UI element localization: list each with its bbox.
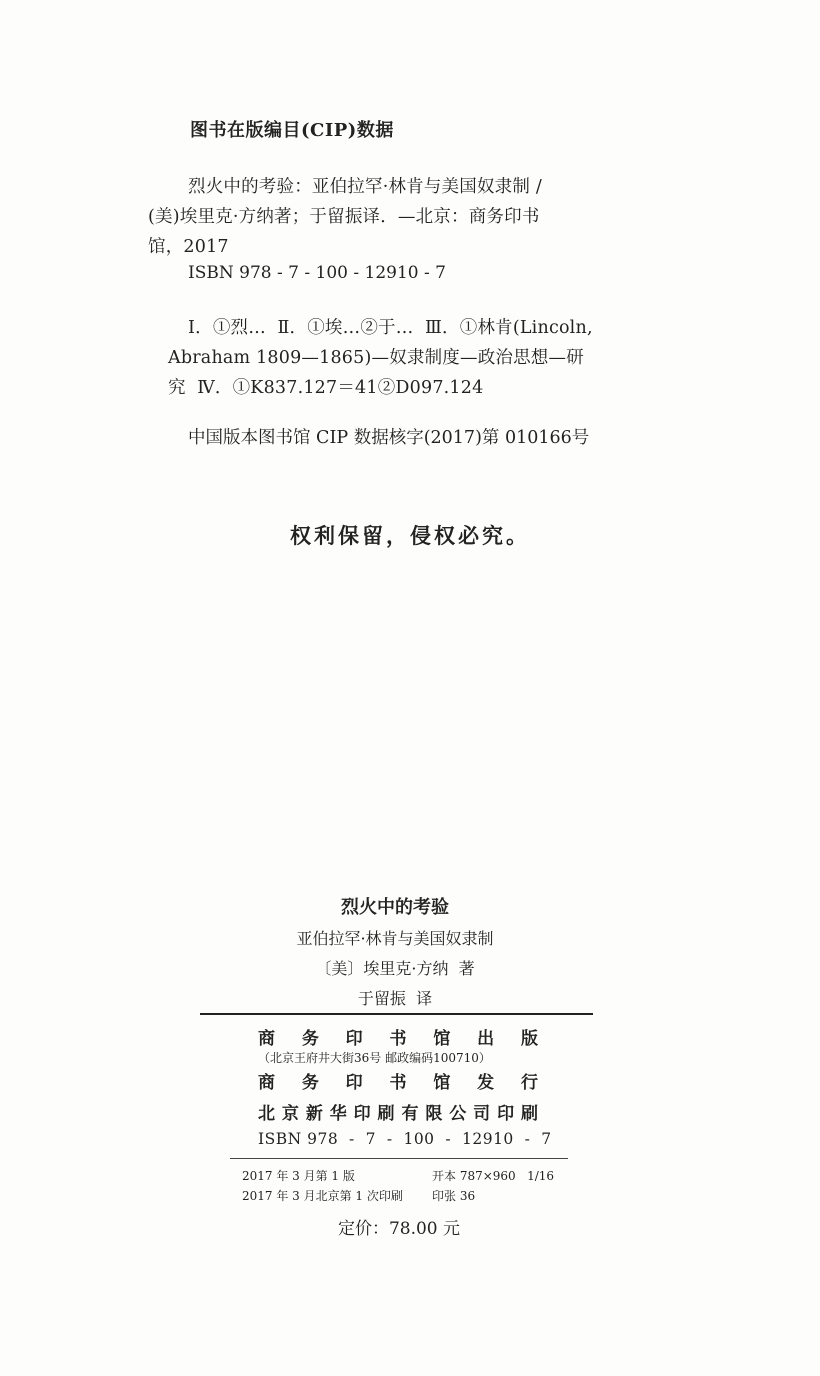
colophon-rule-bottom <box>230 1158 568 1159</box>
price: 定价：78.00 元 <box>337 1219 461 1239</box>
cip-subjects-line1: Ⅰ．①烈… Ⅱ．①埃…②于… Ⅲ．①林肯(Lincoln, <box>188 318 593 338</box>
edition-info <box>242 1166 562 1206</box>
distributor-char: 书 <box>389 1073 407 1093</box>
book-title: 烈火中的考验 <box>341 897 449 918</box>
distributor-line <box>258 1068 538 1093</box>
book-subtitle: 亚伯拉罕·林肯与美国奴隶制 <box>296 929 494 948</box>
cip-entry-line2: (美)埃里克·方纳著；于留振译．—北京：商务印书 <box>148 207 540 227</box>
rights-notice: 权利保留，侵权必究。 <box>290 523 530 548</box>
distributor-char: 印 <box>345 1073 363 1093</box>
colophon-isbn: ISBN 978 - 7 - 100 - 12910 - 7 <box>258 1130 552 1148</box>
publisher-char: 版 <box>520 1029 538 1049</box>
cip-subjects-line2: Abraham 1809—1865)—奴隶制度—政治思想—研 <box>168 348 584 368</box>
publisher-char: 出 <box>477 1029 495 1049</box>
cip-entry <box>148 172 638 262</box>
publisher-char: 书 <box>389 1029 407 1049</box>
printer-char: 司 <box>473 1104 491 1124</box>
cip-record-number: 中国版本图书馆 CIP 数据核字(2017)第 010166号 <box>188 428 590 448</box>
publisher-address: （北京王府井大街36号 邮政编码100710） <box>258 1051 491 1065</box>
printer-char: 限 <box>425 1104 443 1124</box>
book-author: 〔美〕埃里克·方纳 著 <box>315 959 475 978</box>
distributor-char: 发 <box>477 1073 495 1093</box>
printing-row <box>242 1186 562 1206</box>
distributor-char: 馆 <box>433 1073 451 1093</box>
printer-line <box>258 1099 538 1124</box>
cip-subjects <box>168 313 638 403</box>
printer-char: 华 <box>329 1104 347 1124</box>
printer-char: 刷 <box>377 1104 395 1124</box>
sheets-text: 印张 36 <box>432 1189 476 1203</box>
printer-char: 新 <box>305 1104 323 1124</box>
publisher-char: 务 <box>301 1029 319 1049</box>
cip-isbn: ISBN 978 - 7 - 100 - 12910 - 7 <box>188 263 446 283</box>
cip-subjects-line3: 究 Ⅳ．①K837.127＝41②D097.124 <box>168 378 484 398</box>
distributor-char: 行 <box>520 1073 538 1093</box>
printer-char: 京 <box>281 1104 299 1124</box>
distributor-char: 商 <box>258 1073 275 1093</box>
edition-row <box>242 1166 562 1186</box>
colophon-rule-top <box>200 1013 593 1015</box>
cip-entry-line1: 烈火中的考验：亚伯拉罕·林肯与美国奴隶制 / <box>188 177 542 197</box>
format-text: 开本 787×960 1/16 <box>432 1169 555 1183</box>
publisher-char: 馆 <box>433 1029 451 1049</box>
printer-char: 北 <box>258 1104 275 1124</box>
publisher-char: 印 <box>345 1029 363 1049</box>
printing-text: 2017 年 3 月北京第 1 次印刷 <box>242 1189 403 1203</box>
publisher-char: 商 <box>258 1029 275 1049</box>
printer-char: 刷 <box>520 1104 538 1124</box>
edition-text: 2017 年 3 月第 1 版 <box>242 1169 355 1183</box>
printer-char: 有 <box>401 1104 419 1124</box>
printer-char: 公 <box>449 1104 467 1124</box>
printer-char: 印 <box>497 1104 515 1124</box>
publisher-line <box>258 1024 538 1049</box>
distributor-char: 务 <box>301 1073 319 1093</box>
book-translator: 于留振 译 <box>357 989 433 1008</box>
printer-char: 印 <box>353 1104 371 1124</box>
cip-heading: 图书在版编目(CIP)数据 <box>190 120 394 141</box>
cip-entry-line3: 馆，2017 <box>148 237 229 257</box>
